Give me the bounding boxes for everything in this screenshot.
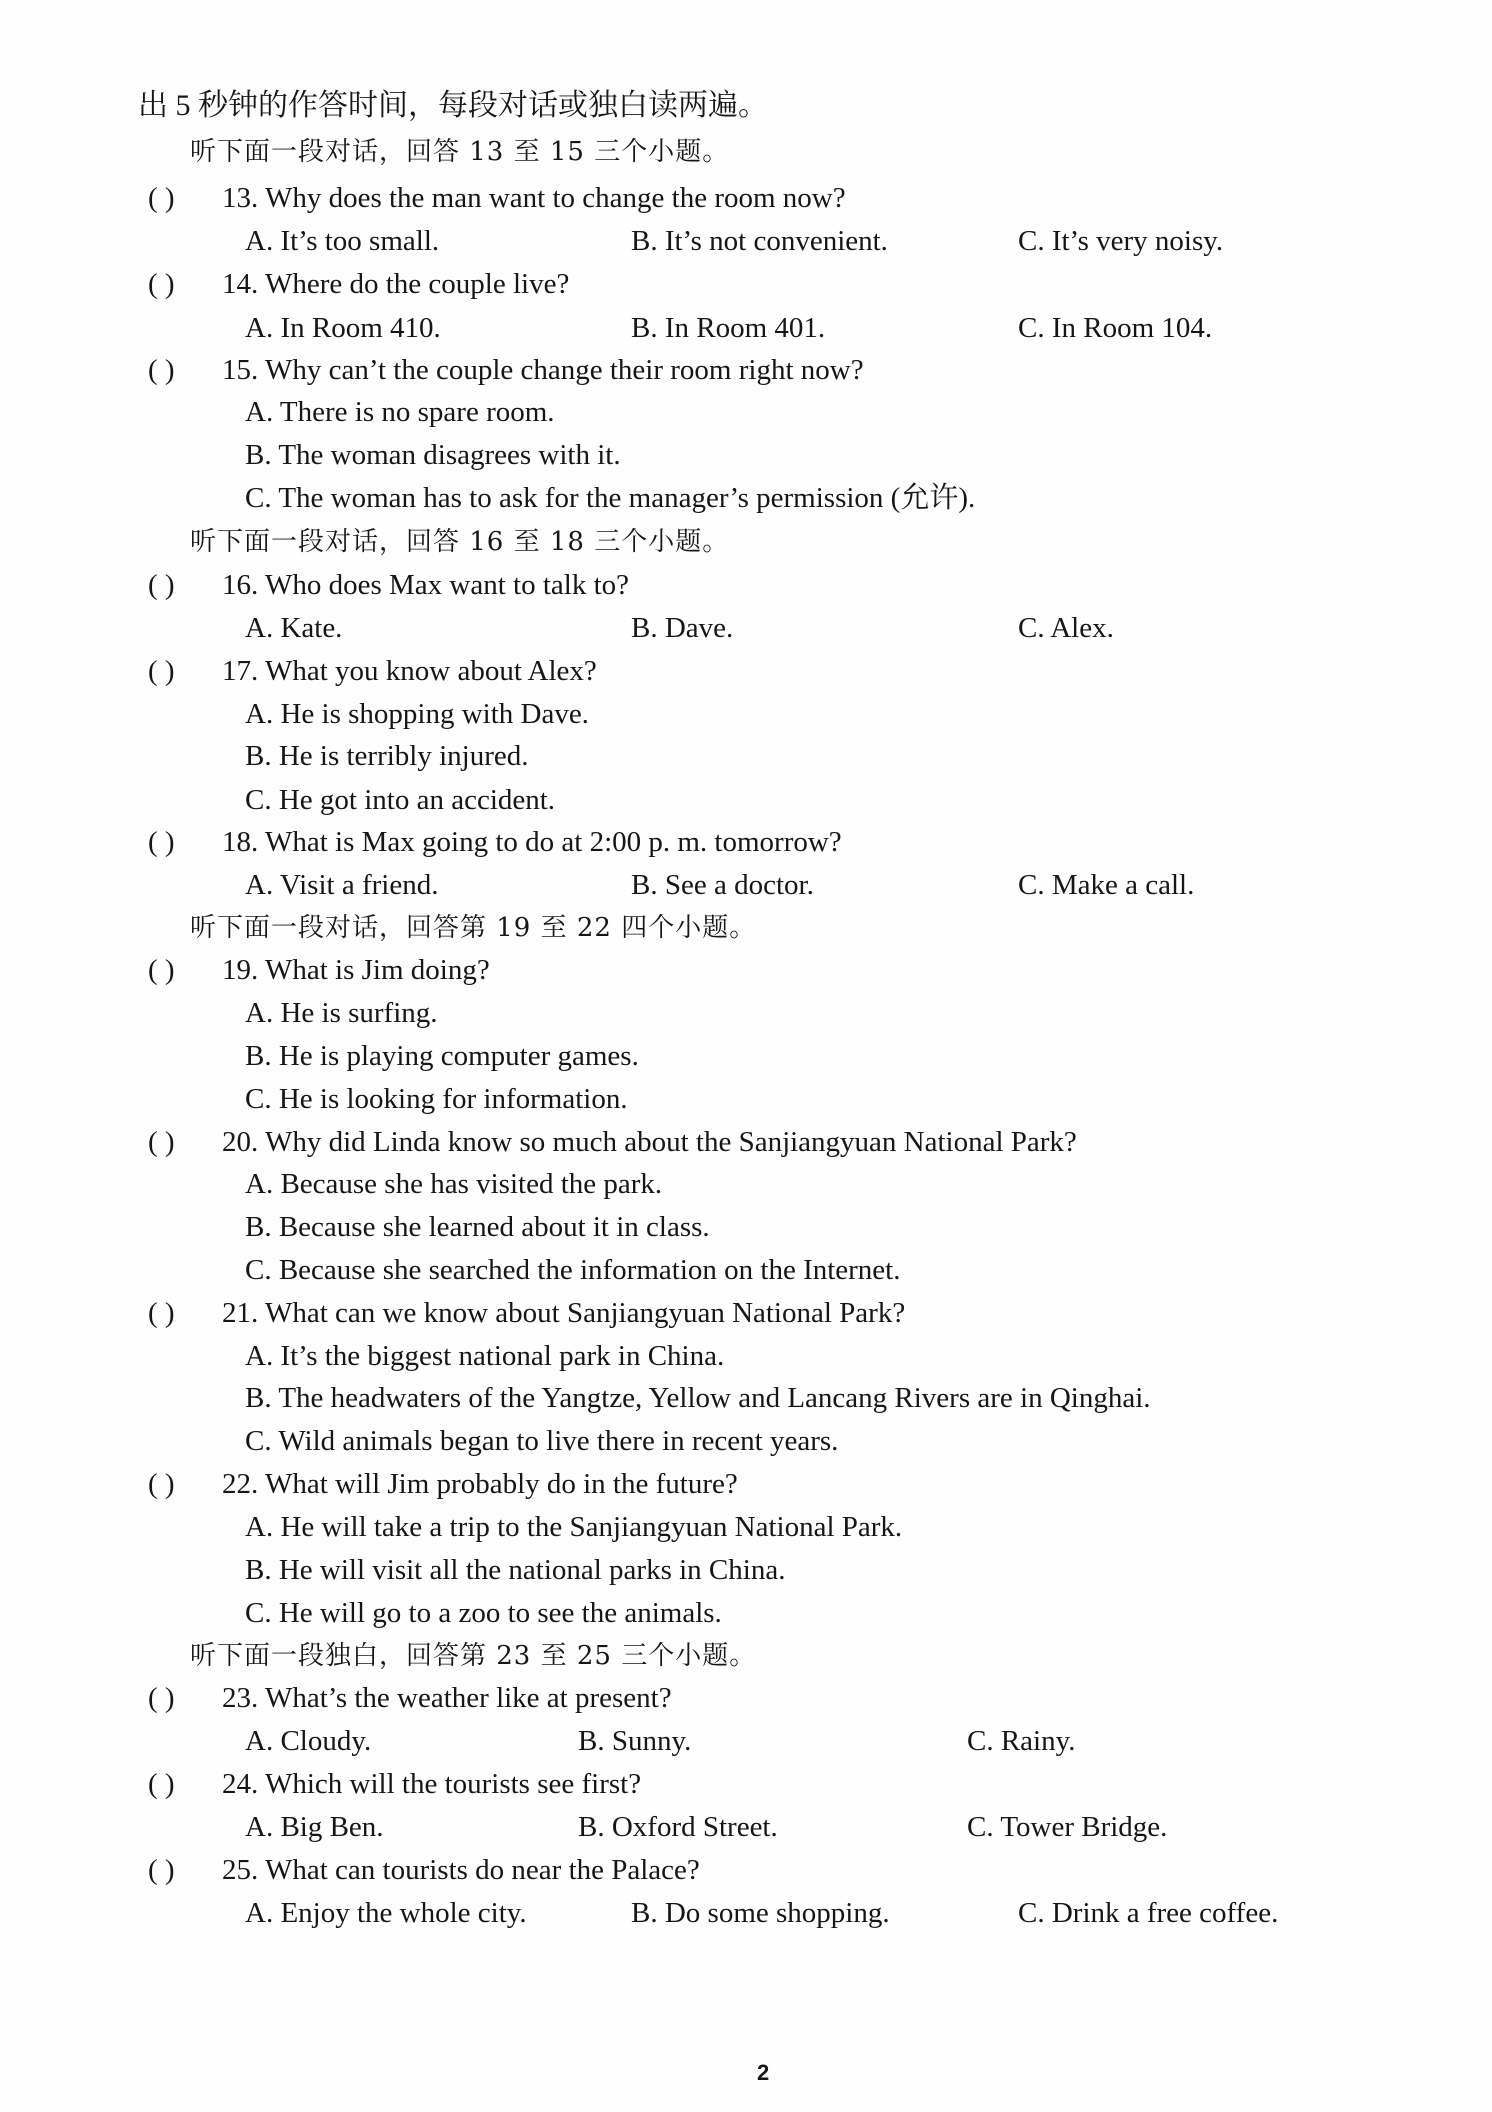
question-15-option-b: B. The woman disagrees with it. [245,439,621,471]
question-20-option-c: C. Because she searched the information on the Internet. [245,1254,901,1286]
question-19-option-c: C. He is looking for information. [245,1083,628,1115]
section-heading-23-25: 听下面一段独白，回答第 23 至 25 三个小题。 [190,1641,757,1671]
question-24-option-b: B. Oxford Street. [578,1811,778,1843]
intro-instruction: 出 5 秒钟的作答时间，每段对话或独白读两遍。 [138,89,768,122]
question-19-option-b: B. He is playing computer games. [245,1040,639,1072]
question-24-option-a: A. Big Ben. [245,1811,384,1843]
page-number: 2 [757,2060,770,2085]
question-19-option-a: A. He is surfing. [245,997,438,1029]
question-18-option-a: A. Visit a friend. [245,869,439,901]
question-14-option-c: C. In Room 104. [1018,312,1213,344]
section-heading-19-22: 听下面一段对话，回答第 19 至 22 四个小题。 [190,913,757,943]
question-21-option-c: C. Wild animals began to live there in recent years. [245,1425,839,1457]
question-16-option-a: A. Kate. [245,612,343,644]
question-13-option-c: C. It’s very noisy. [1018,225,1224,257]
answer-bracket-25: ( ) [148,1854,175,1886]
answer-bracket-14: ( ) [148,268,175,300]
question-16: 16. Who does Max want to talk to? [222,569,630,601]
question-23-option-a: A. Cloudy. [245,1725,372,1757]
question-25-option-c: C. Drink a free coffee. [1018,1897,1279,1929]
question-15-option-c: C. The woman has to ask for the manager’s permission (允许). [245,482,976,514]
question-24: 24. Which will the tourists see first? [222,1768,642,1800]
question-16-option-b: B. Dave. [631,612,734,644]
question-18-option-b: B. See a doctor. [631,869,814,901]
question-13-option-b: B. It’s not convenient. [631,225,888,257]
section-heading-16-18: 听下面一段对话，回答 16 至 18 三个小题。 [190,527,730,557]
answer-bracket-20: ( ) [148,1126,175,1158]
question-19: 19. What is Jim doing? [222,954,490,986]
question-20-option-a: A. Because she has visited the park. [245,1168,663,1200]
question-18-option-c: C. Make a call. [1018,869,1195,901]
question-13-option-a: A. It’s too small. [245,225,440,257]
question-22-option-c: C. He will go to a zoo to see the animals. [245,1597,722,1629]
question-20: 20. Why did Linda know so much about the Sanjiangyuan National Park? [222,1126,1077,1158]
question-17-option-a: A. He is shopping with Dave. [245,698,589,730]
answer-bracket-16: ( ) [148,569,175,601]
question-20-option-b: B. Because she learned about it in class. [245,1211,710,1243]
question-17: 17. What you know about Alex? [222,655,597,687]
question-22-option-a: A. He will take a trip to the Sanjiangyuan National Park. [245,1511,903,1543]
question-23-option-c: C. Rainy. [967,1725,1076,1757]
answer-bracket-23: ( ) [148,1682,175,1714]
question-16-option-c: C. Alex. [1018,612,1114,644]
question-15: 15. Why can’t the couple change their room right now? [222,354,864,386]
answer-bracket-24: ( ) [148,1768,175,1800]
question-21-option-b: B. The headwaters of the Yangtze, Yellow and Lancang Rivers are in Qinghai. [245,1382,1151,1414]
question-15-option-a: A. There is no spare room. [245,396,555,428]
question-13: 13. Why does the man want to change the room now? [222,182,846,214]
question-24-option-c: C. Tower Bridge. [967,1811,1168,1843]
question-21-option-a: A. It’s the biggest national park in China. [245,1340,725,1372]
question-21: 21. What can we know about Sanjiangyuan National Park? [222,1297,906,1329]
question-22: 22. What will Jim probably do in the future? [222,1468,738,1500]
question-25-option-a: A. Enjoy the whole city. [245,1897,527,1929]
question-22-option-b: B. He will visit all the national parks in China. [245,1554,786,1586]
question-17-option-c: C. He got into an accident. [245,784,556,816]
answer-bracket-21: ( ) [148,1297,175,1329]
answer-bracket-13: ( ) [148,182,175,214]
question-18: 18. What is Max going to do at 2:00 p. m. tomorrow? [222,826,842,858]
question-23-option-b: B. Sunny. [578,1725,692,1757]
question-23: 23. What’s the weather like at present? [222,1682,672,1714]
question-17-option-b: B. He is terribly injured. [245,740,529,772]
answer-bracket-15: ( ) [148,354,175,386]
question-25: 25. What can tourists do near the Palace? [222,1854,700,1886]
answer-bracket-22: ( ) [148,1468,175,1500]
section-heading-13-15: 听下面一段对话，回答 13 至 15 三个小题。 [190,137,730,167]
answer-bracket-19: ( ) [148,954,175,986]
question-14-option-b: B. In Room 401. [631,312,826,344]
question-14-option-a: A. In Room 410. [245,312,441,344]
answer-bracket-18: ( ) [148,826,175,858]
question-14: 14. Where do the couple live? [222,268,570,300]
answer-bracket-17: ( ) [148,655,175,687]
question-25-option-b: B. Do some shopping. [631,1897,890,1929]
